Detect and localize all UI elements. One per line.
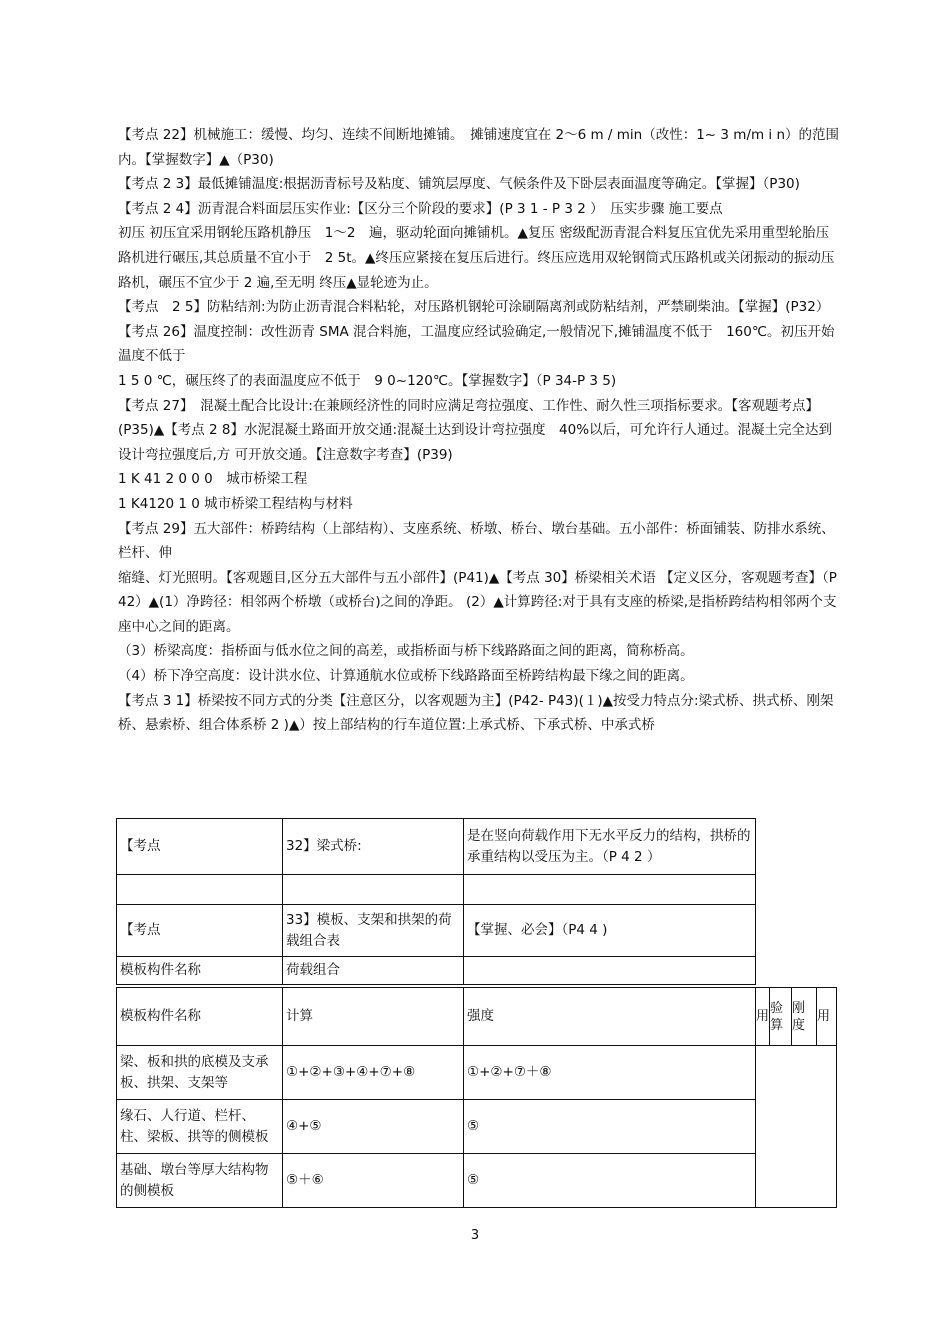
- table-cell: ①+②+⑦＋⑧: [464, 1046, 756, 1100]
- table-cell: 模板构件名称: [117, 957, 283, 985]
- table-header-cell: 验算: [770, 988, 792, 1046]
- table-header-cell: 刚度: [792, 988, 817, 1046]
- paragraph-kaodian-23: 【考点 2 3】最低摊铺温度:根据沥青标号及粘度、铺筑层厚度、气候条件及下卧层表面温度等确定。【掌握】（P30): [118, 176, 800, 193]
- paragraph-kaodian-25: 【考点 2 5】防粘结剂:为防止沥青混合料粘轮，对压路机钢轮可涂刷隔离剂或防粘结剂，严禁刷柴油。【掌握】(P32）: [118, 299, 830, 316]
- section-heading-bridge: 1 K 41 2 0 0 0 城市桥梁工程: [118, 471, 308, 488]
- table-cell: ⑤: [464, 1154, 756, 1208]
- table-cell: 33】模板、支架和拱架的荷载组合表: [283, 905, 464, 957]
- paragraph-clearance-height: （4）桥下净空高度：设计洪水位、计算通航水位或桥下线路路面至桥跨结构最下缘之间的距离。: [118, 668, 694, 685]
- paragraph-compaction-steps: 初压 初压宜采用钢轮压路机静压 1～2 遍，驱动轮面向摊铺机。▲复压 密级配沥青混合料复压宜优先采用重型轮胎压路机进行碾压,其总质量不宜小于 2 5t。▲终压应紧接在复压后进行。终压应选用双轮钢筒式压路机或关闭振动的振动压路机，碾压不宜少于 2 遍,至无明 终压▲显轮迹为止。: [118, 225, 835, 291]
- table-cell: 【掌握、必会】（P4 4 ): [464, 905, 756, 957]
- table-header-cell: 强度: [464, 988, 756, 1046]
- table-row: [117, 1154, 837, 1208]
- table-empty-cell: [756, 1046, 837, 1208]
- table-cell: [464, 875, 756, 905]
- table-row: [117, 1100, 837, 1154]
- table-cell: 基础、墩台等厚大结构物的侧模板: [117, 1154, 283, 1208]
- table-cell: [464, 957, 756, 985]
- table-cell: ①+②+③+④+⑦+⑧: [283, 1046, 464, 1100]
- table-cell: ⑤: [464, 1100, 756, 1154]
- paragraph-kaodian-27-28: 【考点 27】 混凝土配合比设计:在兼顾经济性的同时应满足弯拉强度、工作性、耐久性三项指标要求。【客观题考点】(P35)▲【考点 2 8】水泥混凝土路面开放交通:混凝土达到设计弯拉强度 40%以后，可允许行人通过。混凝土完全达到设计弯拉强度后,方 可开放交通。【注意数字考查】(P39): [118, 397, 833, 463]
- paragraph-temperature: 1 5 0 ℃，碾压终了的表面温度应不低于 9 0~120℃。【掌握数字】（P 34-P 3 5): [118, 372, 617, 389]
- table-header-row: [117, 988, 837, 1046]
- paragraph-kaodian-24: 【考点 2 4】沥青混合料面层压实作业:【区分三个阶段的要求】(P 3 1 - P 3 2 ） 压实步骤 施工要点: [118, 200, 723, 217]
- table-row: [117, 957, 756, 985]
- load-combination-table: [116, 987, 837, 1208]
- table-cell: ④+⑤: [283, 1100, 464, 1154]
- table-cell: [117, 875, 283, 905]
- table-header-cell: 计算: [283, 988, 464, 1046]
- table-header-cell: 用: [817, 988, 837, 1046]
- paragraph-kaodian-22: 【考点 22】机械施工：缓慢、均匀、连续不间断地摊铺。 摊铺速度宜在 2～6 m / min（改性：1~ 3 m/m i n）的范围内。【掌握数字】▲（P30): [118, 127, 840, 168]
- table-cell: 32】梁式桥:: [283, 819, 464, 875]
- table-cell: 梁、板和拱的底模及支承板、拱架、支架等: [117, 1046, 283, 1100]
- table-cell: 【考点: [117, 905, 283, 957]
- paragraph-kaodian-31: 【考点 3 1】桥梁按不同方式的分类【注意区分，以客观题为主】(P42- P43)(１)▲按受力特点分:梁式桥、拱式桥、刚架桥、悬索桥、组合体系桥 2 )▲）按上部结构的行车道位置:上承式桥、下承式桥、中承式桥: [118, 692, 834, 734]
- table-header-cell: 模板构件名称: [117, 988, 283, 1046]
- table-cell: ⑤＋⑥: [283, 1154, 464, 1208]
- table-cell: 是在竖向荷载作用下无水平反力的结构，拱桥的承重结构以受压为主。（P 4 2 ）: [464, 819, 756, 875]
- table-row: [117, 875, 756, 905]
- paragraph-kaodian-30: 缩缝、灯光照明。【客观题目,区分五大部件与五小部件】(P41)▲【考点 30】桥梁相关术语 【定义区分，客观题考查】（P 42）▲(1）净跨径：相邻两个桥墩（或桥台)之间的净距。 (2）▲计算跨径:对于具有支座的桥梁,是指桥跨结构相邻两个支座中心之间的距离。: [118, 569, 837, 635]
- table-cell: 缘石、人行道、栏杆、柱、梁板、拱等的侧模板: [117, 1100, 283, 1154]
- table-cell: 荷载组合: [283, 957, 464, 985]
- table-row: [117, 819, 756, 875]
- page-number: 3: [470, 1228, 480, 1243]
- table-cell: 【考点: [117, 819, 283, 875]
- table-row: [117, 1046, 837, 1100]
- paragraph-kaodian-26: 【考点 26】温度控制：改性沥青 SMA 混合料施，工温度应经试验确定,一般情况下,摊铺温度不低于 160℃。初压开始温度不低于: [118, 323, 835, 365]
- table-row: [117, 905, 756, 957]
- table-cell: [283, 875, 464, 905]
- paragraph-kaodian-29: 【考点 29】五大部件：桥跨结构（上部结构）、支座系统、桥墩、桥台、墩台基础。五小部件：桥面铺装、防排水系统、栏杆、伸: [118, 520, 835, 562]
- kaodian-table: [116, 818, 756, 985]
- section-heading-bridge-structure: 1 K4120 1 0 城市桥梁工程结构与材料: [118, 495, 353, 512]
- body-text: [118, 123, 842, 738]
- paragraph-bridge-height: （3）桥梁高度：指桥面与低水位之间的高差，或指桥面与桥下线路路面之间的距离，简称桥高。: [118, 643, 694, 660]
- table-header-cell: 用: [756, 988, 770, 1046]
